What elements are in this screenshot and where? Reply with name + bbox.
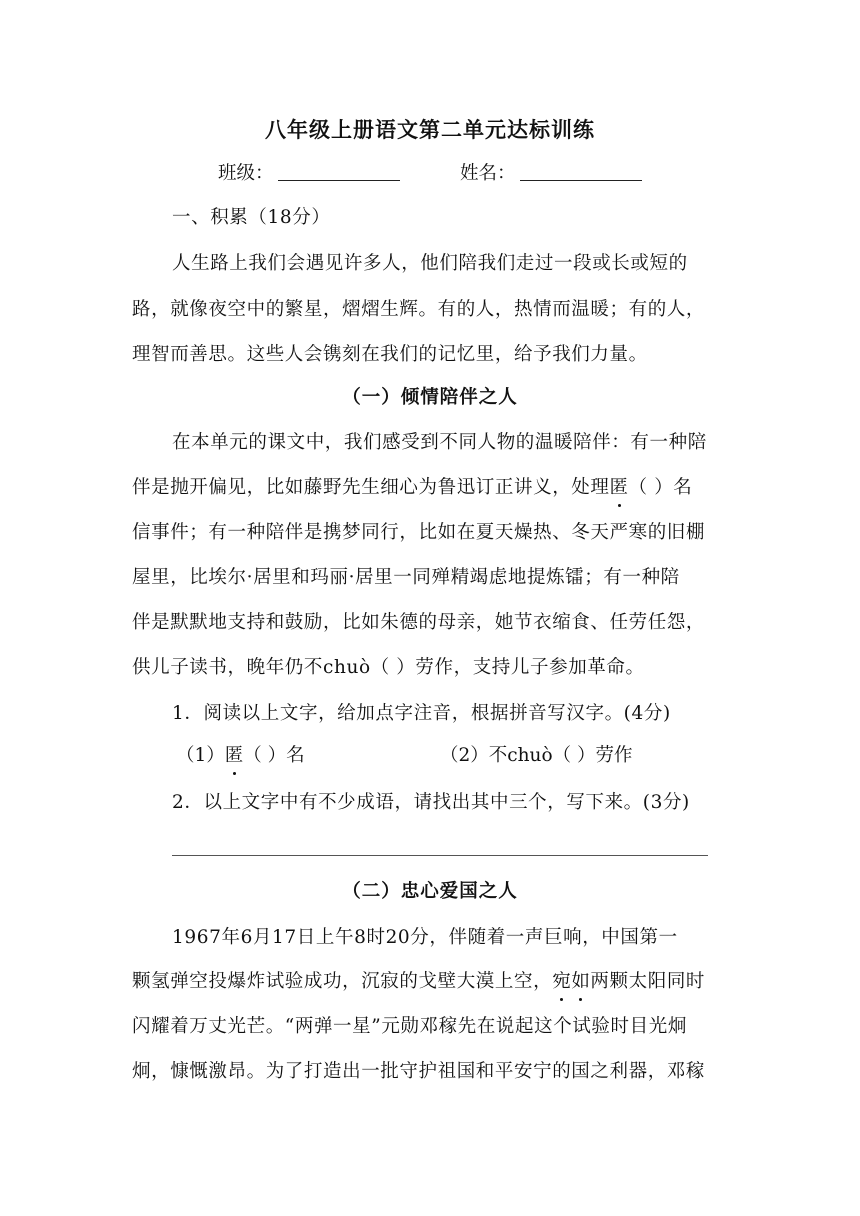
class-label: 班级：	[218, 163, 274, 184]
dotted-char-1: 宛	[552, 968, 571, 996]
s1-line-3: 信事件；有一种陪伴是携梦同行，比如在夏天燥热、冬天严寒的旧棚	[132, 522, 706, 543]
q1-sub-1	[176, 742, 305, 770]
q1-sub-1-blank: （ ）名	[243, 745, 305, 766]
s1-line-6: 供儿子读书，晚年仍不chuò（ ）劳作，支持儿子参加革命。	[132, 657, 645, 678]
page-title: 八年级上册语文第二单元达标训练	[265, 117, 595, 142]
s2-line-2	[132, 968, 732, 996]
s1-line-2	[132, 474, 732, 502]
class-field	[218, 160, 400, 188]
question-2: 2．以上文字中有不少成语，请找出其中三个，写下来。(3分)	[172, 792, 690, 813]
question-1: 1．阅读以上文字，给加点字注音，根据拼音写汉字。(4分)	[172, 703, 671, 724]
s2-line-2-text: 颗氢弹空投爆炸试验成功，沉寂的戈壁大漠上空，	[132, 971, 553, 992]
answer-line[interactable]	[172, 855, 708, 856]
s1-line-4: 屋里，比埃尔·居里和玛丽·居里一同殚精竭虑地提炼镭；有一种陪	[132, 567, 680, 588]
s2-line-1: 1967年6月17日上午8时20分，伴随着一声巨响，中国第一	[172, 927, 678, 948]
name-label: 姓名：	[460, 163, 516, 184]
dotted-char-2: 如	[571, 968, 590, 996]
s2-line-4: 炯，慷慨激昂。为了打造出一批守护祖国和平安宁的国之利器，邓稼	[132, 1061, 706, 1082]
q1-sub-1-num: （1）	[176, 745, 225, 766]
q1-dotted-char: 匿	[225, 742, 244, 770]
intro-line-1: 人生路上我们会遇见许多人，他们陪我们走过一段或长或短的	[172, 253, 688, 274]
s2-line-3: 闪耀着万丈光芒。“两弹一星”元勋邓稼先在说起这个试验时目光炯	[132, 1016, 687, 1037]
section2-title: （二）忠心爱国之人	[342, 881, 518, 902]
class-blank[interactable]	[278, 160, 400, 181]
part1-heading: 一、积累（18分）	[172, 207, 331, 228]
dotted-char: 匿	[610, 474, 629, 502]
intro-line-3: 理智而善思。这些人会镌刻在我们的记忆里，给予我们力量。	[132, 344, 648, 365]
s1-line-5: 伴是默默地支持和鼓励，比如朱德的母亲，她节衣缩食、任劳任怨，	[132, 612, 706, 633]
intro-line-2: 路，就像夜空中的繁星，熠熠生辉。有的人，热情而温暖；有的人，	[132, 299, 706, 320]
section1-title: （一）倾情陪伴之人	[342, 387, 518, 408]
name-blank[interactable]	[520, 160, 642, 181]
s1-line-1: 在本单元的课文中，我们感受到不同人物的温暖陪伴：有一种陪	[172, 432, 707, 453]
s1-line-2-blank: （ ）名	[628, 477, 693, 498]
q1-sub-2: （2）不chuò（ ）劳作	[440, 745, 633, 766]
name-field	[460, 160, 642, 188]
s1-line-2-text: 伴是抛开偏见，比如藤野先生细心为鲁迅订正讲义，处理	[132, 477, 610, 498]
s2-line-2-rest: 两颗太阳同时	[590, 971, 706, 992]
